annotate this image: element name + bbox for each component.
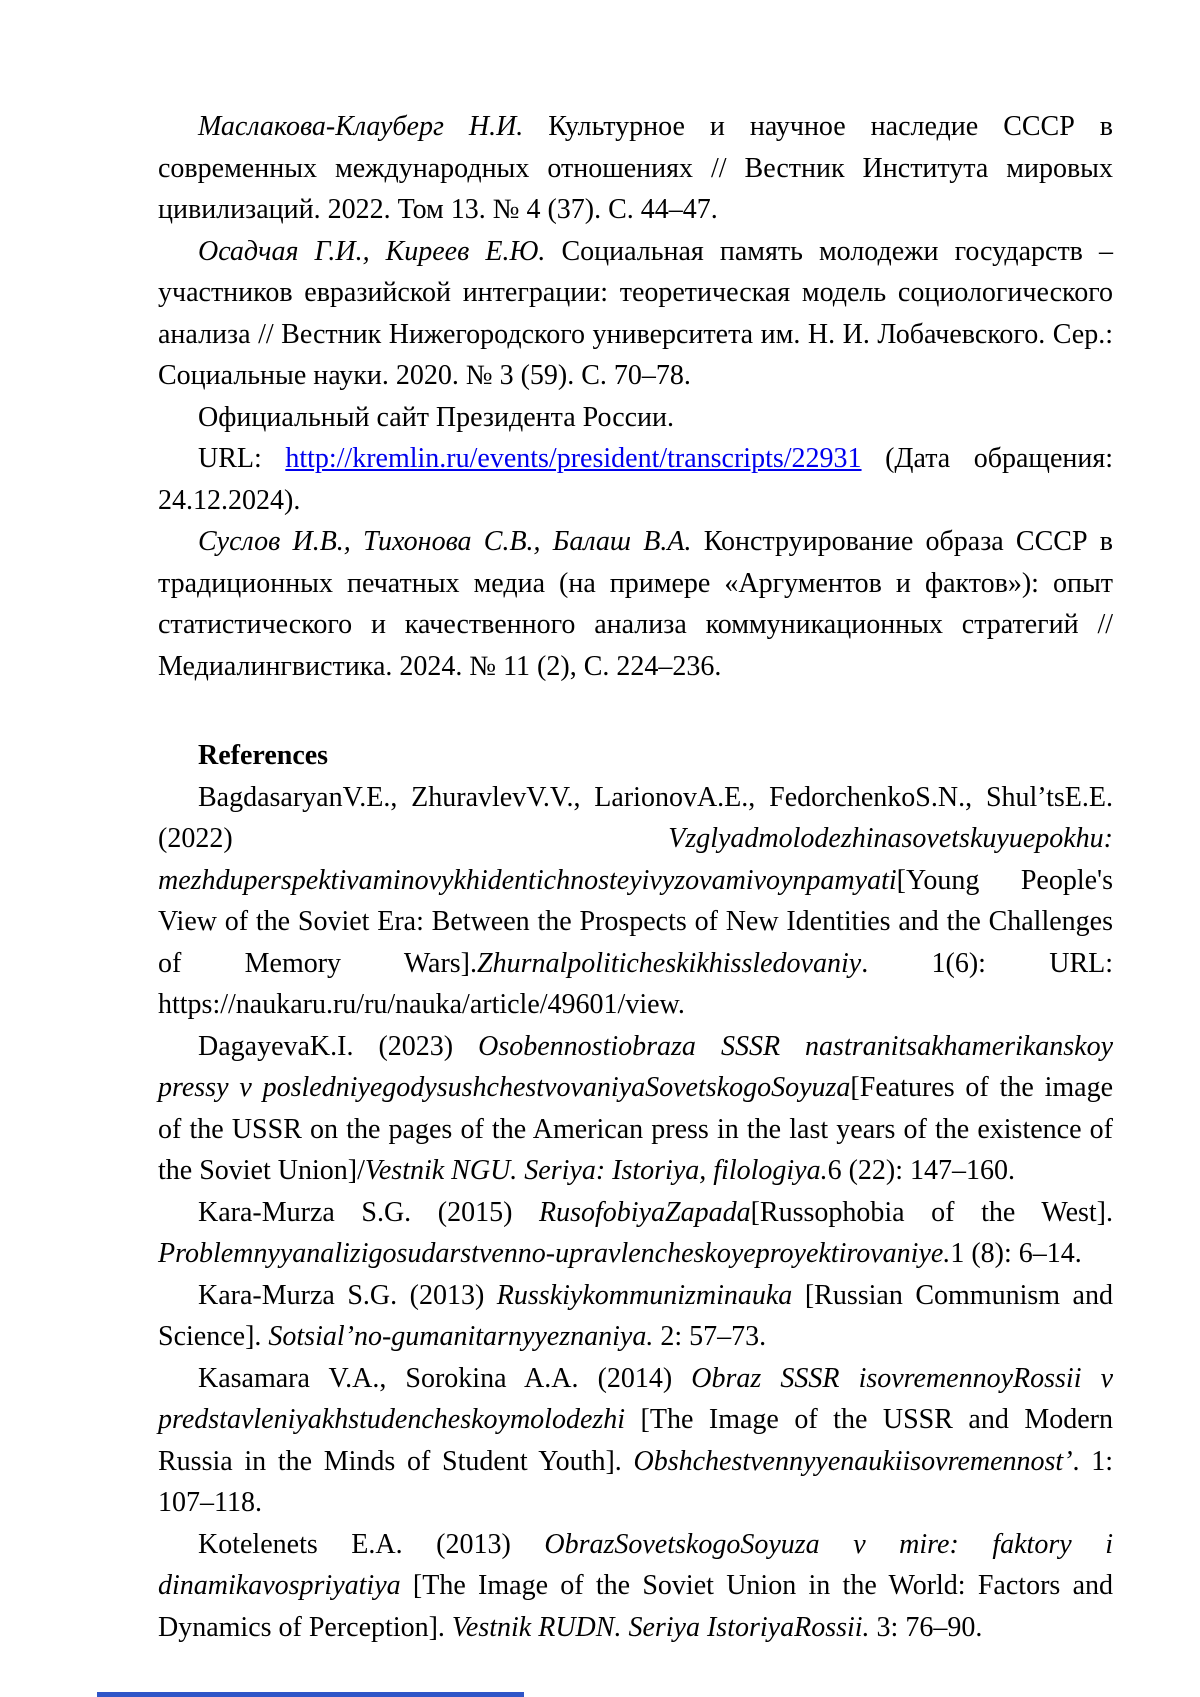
reference-entry — [158, 777, 1113, 1026]
russian-references-list — [158, 106, 1113, 687]
text: Kara-Murza S.G. (2013) — [198, 1279, 497, 1311]
text: [Features of the image of the USSR on the pages of the American press in the last years of the existence of the Soviet Union]/ — [158, 1072, 1114, 1186]
italic-text: Osobennostiobraza SSSR nastranitsakhamerikanskoy pressy v posledniyegodysushchestvovaniyaSovetskogoSoyuza — [158, 1030, 1114, 1103]
document-text-block — [158, 106, 1113, 1648]
italic-text: Суслов И.В., Тихонова С.В., Балаш В.А. — [198, 526, 692, 557]
text: [Russian Communism and Science]. — [158, 1279, 1113, 1352]
text: Социальная память молодежи государств – участников евразийской интеграции: теоретическая модель социологического анализа // Вестник Нижегородского университета им. Н. И. Лобачевского. Сер.: Социальные науки. 2020. № 3 (59). С. 70–78. — [158, 235, 1113, 391]
text: (Дата обращения: 24.12.2024). — [158, 443, 1114, 516]
text: Kara-Murza S.G. (2015) — [198, 1196, 540, 1228]
reference-entry — [158, 1026, 1113, 1192]
text: 3: 76–90. — [869, 1611, 983, 1643]
clipped-hyperlink-fragment[interactable] — [97, 1692, 524, 1697]
english-references-list — [158, 777, 1113, 1649]
text: Официальный сайт Президента России. — [198, 401, 675, 433]
italic-text: Obraz SSSR isovremennoyRossii v predstavleniyakhstudencheskoymolodezhi — [158, 1362, 1113, 1435]
italic-text: Vzglyadmolodezhinasovetskuyuepokhu: mezhduperspektivaminovykhidentichnosteyivyzovamivoynpamyati — [158, 823, 1113, 896]
text: [The Image of the Soviet Union in the World: Factors and Dynamics of Perception]. — [158, 1570, 1113, 1643]
hyperlink[interactable]: http://kremlin.ru/events/president/transcripts/22931 — [285, 443, 862, 474]
text: 6 (22): 147–160. — [827, 1155, 1016, 1186]
text: DagayevaK.I. (2023) — [198, 1030, 479, 1062]
text: . 1: 107–118. — [158, 1445, 1113, 1518]
italic-text: RusofobiyaZapada — [539, 1196, 751, 1228]
italic-text: Russkiykommunizminauka — [496, 1279, 793, 1311]
text: Kasamara V.A., Sorokina A.A. (2014) — [198, 1362, 692, 1394]
italic-text: Zhurnalpoliticheskikhissledovaniy — [477, 947, 862, 979]
text: Конструирование образа СССР в традиционных печатных медиа (на примере «Аргументов и фактов»): опыт статистического и качественного анализа коммуникационных стратегий // Медиалингвистика. 2024. № 11 (2), С. 224–236. — [158, 526, 1113, 682]
reference-entry — [158, 1275, 1113, 1358]
text: . 1(6): URL: https://naukaru.ru/ru/nauka/article/49601/view. — [158, 947, 1113, 1020]
text: Культурное и научное наследие СССР в современных международных отношениях // Вестник Института мировых цивилизаций. 2022. Том 13. № 4 (37). С. 44–47. — [158, 111, 1113, 225]
reference-entry — [158, 1192, 1113, 1275]
italic-text: Obshchestvennyyenaukiisovremennost’ — [633, 1445, 1073, 1477]
reference-entry — [158, 438, 1113, 521]
reference-entry — [158, 231, 1113, 397]
reference-entry — [158, 397, 1113, 439]
text: 2: 57–73. — [653, 1321, 767, 1352]
italic-text: Vestnik NGU. Seriya: Istoriya, filologiya. — [364, 1155, 828, 1186]
text: Kotelenets E.A. (2013) — [198, 1528, 545, 1560]
text: [Russophobia of the West]. — [750, 1196, 1113, 1228]
italic-text: Problemnyyanalizigosudarstvenno-upravlencheskoyeproyektirovaniye. — [158, 1238, 951, 1269]
text: [Young People's View of the Soviet Era: Between the Prospects of New Identities and the Challenges of Memory Wars]. — [158, 864, 1113, 979]
references-heading: References — [198, 740, 329, 771]
text: URL: — [198, 443, 286, 474]
reference-entry — [158, 521, 1113, 687]
reference-entry — [158, 106, 1113, 231]
italic-text: Осадчая Г.И., Киреев Е.Ю. — [198, 235, 546, 267]
text: 1 (8): 6–14. — [950, 1238, 1082, 1269]
reference-entry — [158, 1358, 1113, 1524]
text: BagdasaryanV.E., ZhuravlevV.V., LarionovA.E., FedorchenkoS.N., Shul’tsE.E. (2022) — [158, 781, 1113, 854]
italic-text: Маслакова-Клауберг Н.И. — [198, 111, 524, 142]
italic-text: Vestnik RUDN. Seriya IstoriyaRossii. — [451, 1611, 870, 1643]
italic-text: ObrazSovetskogoSoyuza v mire: faktory i dinamikavospriyatiya — [158, 1528, 1113, 1601]
reference-entry — [158, 1524, 1113, 1649]
text: [The Image of the USSR and Modern Russia in the Minds of Student Youth]. — [158, 1404, 1113, 1477]
italic-text: Sotsial’no-gumanitarnyyeznaniya. — [268, 1321, 654, 1352]
